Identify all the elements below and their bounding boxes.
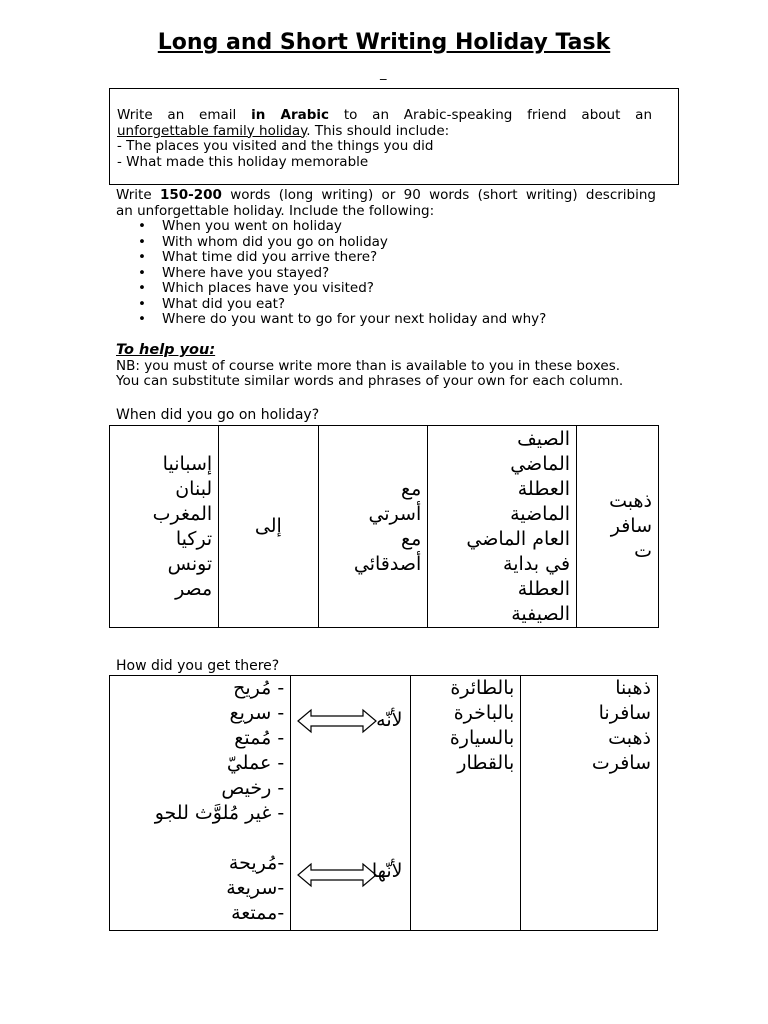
- cell-with: [318, 426, 428, 628]
- bullet-item: • With whom did you go on holiday: [116, 235, 656, 251]
- task-line-1-c: to an Arabic-speaking friend about an: [329, 107, 652, 123]
- task-box-text: [117, 108, 652, 170]
- bullet-item: • What time did you arrive there?: [116, 250, 656, 266]
- table-how: [109, 675, 658, 931]
- travel-verb-item: سافرنا: [598, 702, 651, 724]
- time-item: الصيفية: [511, 602, 571, 625]
- cell-because: [291, 676, 411, 931]
- transport-item: بالسيارة: [449, 727, 515, 749]
- bullet-item: • Where have you stayed?: [116, 266, 656, 282]
- time-item: العطلة: [517, 477, 571, 500]
- place-item: تركيا: [175, 527, 213, 550]
- adjective-item: -مُريحة: [228, 852, 285, 874]
- table1-question: When did you go on holiday?: [116, 407, 320, 423]
- time-item: الصيف: [517, 427, 571, 450]
- cell-time: [428, 426, 577, 628]
- task-line-2: [117, 124, 652, 140]
- bullet-item: • What did you eat?: [116, 297, 656, 313]
- instructions-line-2: an unforgettable holiday. Include the following:: [116, 202, 435, 219]
- cell-verbs: [577, 426, 659, 628]
- because-masculine: لأنّه: [376, 709, 403, 731]
- adjective-item: -ممتعة: [231, 902, 285, 924]
- instructions-bullet-list: [116, 219, 656, 328]
- travel-verb-item: سافرت: [591, 752, 651, 774]
- help-title: To help you:: [116, 342, 216, 358]
- table2-question: How did you get there?: [116, 658, 280, 674]
- task-line-1-a: Write an email: [117, 107, 252, 123]
- with-item: مع: [400, 477, 422, 500]
- bullet-item: • Which places have you visited?: [116, 281, 656, 297]
- verb-item: ذهبت: [609, 490, 652, 512]
- place-item: تونس: [167, 552, 213, 575]
- task-line-1: [117, 108, 652, 124]
- bullet-item: • Where do you want to go for your next holiday and why?: [116, 312, 656, 328]
- table-when: [109, 425, 659, 628]
- cell-travel-verbs: [521, 676, 658, 931]
- place-item: لبنان: [175, 477, 213, 500]
- adjective-item: - رخيص: [221, 777, 285, 799]
- cell-transport: [411, 676, 521, 931]
- task-box: [109, 88, 679, 185]
- adjective-item: - عمليّ: [226, 752, 285, 774]
- help-section: [116, 343, 676, 390]
- instructions-line-1: [116, 188, 656, 204]
- help-line-2: You can substitute similar words and phrases of your own for each column.: [116, 373, 624, 389]
- transport-item: بالطائرة: [450, 677, 515, 699]
- instructions-word-count: 150-200: [159, 187, 222, 203]
- transport-item: بالقطار: [457, 752, 515, 774]
- task-line-3: - The places you visited and the things you did: [117, 138, 434, 154]
- adjective-item: - غير مُلوَّث للجو: [154, 802, 285, 824]
- verb-item: سافر: [610, 515, 652, 537]
- transport-item: بالباخرة: [453, 702, 515, 724]
- verb-item: ت: [634, 540, 652, 562]
- adjective-item: - سريع: [229, 702, 285, 724]
- task-line-1-bold: in Arabic: [251, 107, 330, 123]
- to-word: إلى: [254, 515, 282, 537]
- place-item: إسبانيا: [162, 452, 213, 475]
- double-arrow-icon: [297, 708, 377, 734]
- with-item: أصدقائي: [353, 552, 422, 575]
- adjective-item: -سريعة: [226, 877, 285, 899]
- bullet-item: • When you went on holiday: [116, 219, 656, 235]
- instructions-line-1-a: Write: [116, 187, 160, 203]
- separator: _: [380, 66, 387, 81]
- time-item: الماضي: [510, 452, 571, 475]
- time-item: العطلة: [517, 577, 571, 600]
- with-item: مع: [400, 527, 422, 550]
- place-item: مصر: [175, 577, 213, 600]
- place-item: المغرب: [152, 502, 213, 525]
- double-arrow-icon: [297, 862, 377, 888]
- time-item: العام الماضي: [466, 527, 571, 550]
- task-line-2-b: . This should include:: [306, 122, 450, 139]
- time-item: الماضية: [510, 502, 571, 525]
- adjective-item: - مُريح: [233, 677, 285, 699]
- page-title: Long and Short Writing Holiday Task: [157, 30, 611, 55]
- time-item: في بداية: [503, 552, 571, 575]
- task-line-2-underlined: unforgettable family holiday: [117, 122, 307, 139]
- cell-adjectives: [110, 676, 291, 931]
- instructions-line-1-c: words (long writing) or 90 words (short writing) describing: [221, 187, 657, 203]
- cell-to: [219, 426, 318, 628]
- instructions: [116, 188, 656, 328]
- with-item: أسرتي: [368, 502, 422, 525]
- travel-verb-item: ذهبنا: [615, 677, 651, 699]
- travel-verb-item: ذهبت: [608, 727, 651, 749]
- cell-places: [110, 426, 219, 628]
- help-line-1: NB: you must of course write more than is available to you in these boxes.: [116, 357, 621, 374]
- because-feminine: لأنّها: [371, 860, 403, 882]
- adjective-item: - مُمتع: [234, 727, 285, 749]
- task-line-4: - What made this holiday memorable: [117, 153, 369, 170]
